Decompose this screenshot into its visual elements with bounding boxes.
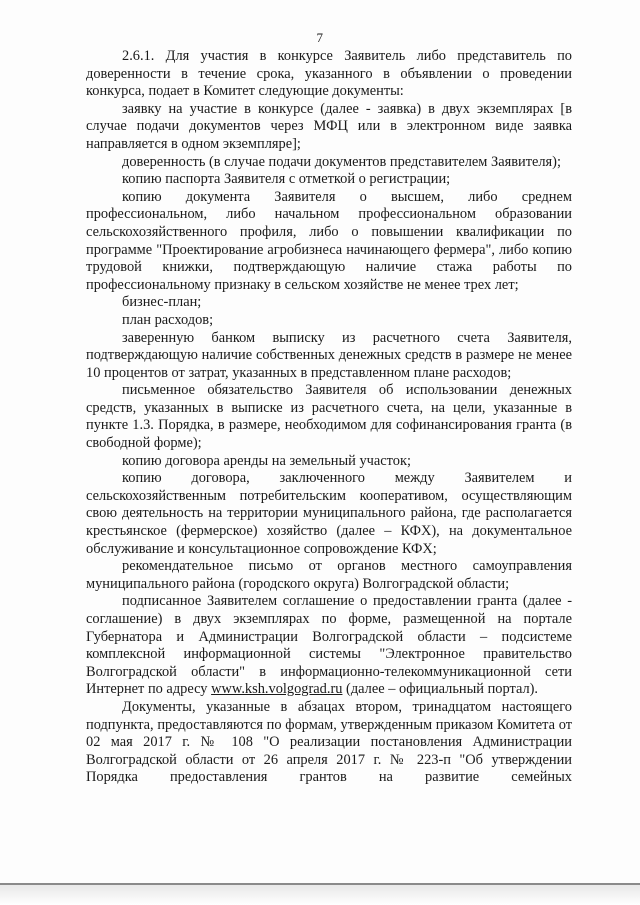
paragraph-application: заявку на участие в конкурсе (далее - заявка) в двух экземплярах [в случае подачи документов через МФЦ или в электронном виде заявка направляется в одном экземпляре]; [86, 100, 572, 152]
paragraph-written-obligation: письменное обязательство Заявителя об использовании денежных средств, указанных в выписке из расчетного счета, на цели, указанные в пункте 1.3. Порядка, в размере, необходимом для софинансирования гранта (в свободной форме); [86, 382, 572, 452]
paragraph-recommendation-letter: рекомендательное письмо от органов местного самоуправления муниципального района (городского округа) Волгоградской области; [86, 558, 572, 592]
paragraph-lease-contract: копию договора аренды на земельный участок; [122, 452, 411, 469]
paragraph-2-6-1: 2.6.1. Для участия в конкурсе Заявитель либо представитель по доверенности в течение срока, указанного в объявлении о проведении конкурса, подает в Комитет следующие документы: [86, 48, 572, 100]
paragraph-expense-plan: план расходов; [122, 311, 214, 328]
paragraph-power-of-attorney: доверенность (в случае подачи документов представителем Заявителя); [122, 153, 561, 170]
paragraph-cooperative-contract: копию договора, заключенного между Заявителем и сельскохозяйственным потребительским кооперативом, осуществляющим свою деятельность на территории муниципального района, где располагается крестьянское (фермерское) хозяйство (далее – КФХ), на документальное обслуживание и консультационное сопровождение КФХ; [86, 470, 572, 557]
paragraph-education-copy: копию документа Заявителя о высшем, либо среднем профессиональном, либо начальном профессиональном образовании сельскохозяйственного профиля, либо о повышении квалификации по программе "Проектирование агробизнеса начинающего фермера", либо копию трудовой книжки, подтверждающую наличие стажа работы по профессиональному признаку в сельском хозяйстве не менее трех лет; [86, 188, 572, 293]
paragraph-business-plan: бизнес-план; [122, 294, 202, 311]
page-number: 7 [316, 30, 324, 45]
agreement-text-after: (далее – официальный портал). [342, 681, 539, 698]
paragraph-forms-reference: Документы, указанные в абзацах втором, тринадцатом настоящего подпункта, предоставляются по формам, утвержденным приказом Комитета от 02 мая 2017 г. № 108 "О реализации постановления Администрации Волгоградской области от 26 апреля 2017 г. № 223-п "Об утверждении Порядка предоставления грантов на развитие семейных [86, 698, 572, 786]
paragraph-bank-statement: заверенную банком выписку из расчетного счета Заявителя, подтверждающую наличие собственных денежных средств в размере не менее 10 процентов от затрат, указанных в представленном плане расходов; [86, 329, 572, 381]
scan-shadow [0, 885, 640, 905]
agreement-text-before: подписанное Заявителем соглашение о предоставлении гранта (далее - соглашение) в двух экземплярах по форме, размещенной на портале Губернатора и Администрации Волгоградской области – подсистеме комплексной информационной системы "Электронное правительство Волгоградской области" в информационно-телекоммуникационной сети Интернет по адресу [86, 593, 572, 698]
portal-link[interactable]: www.ksh.volgograd.ru [211, 681, 343, 698]
paragraph-passport-copy: копию паспорта Заявителя с отметкой о регистрации; [122, 171, 451, 188]
document-body [86, 48, 572, 787]
paragraph-grant-agreement [86, 593, 572, 699]
